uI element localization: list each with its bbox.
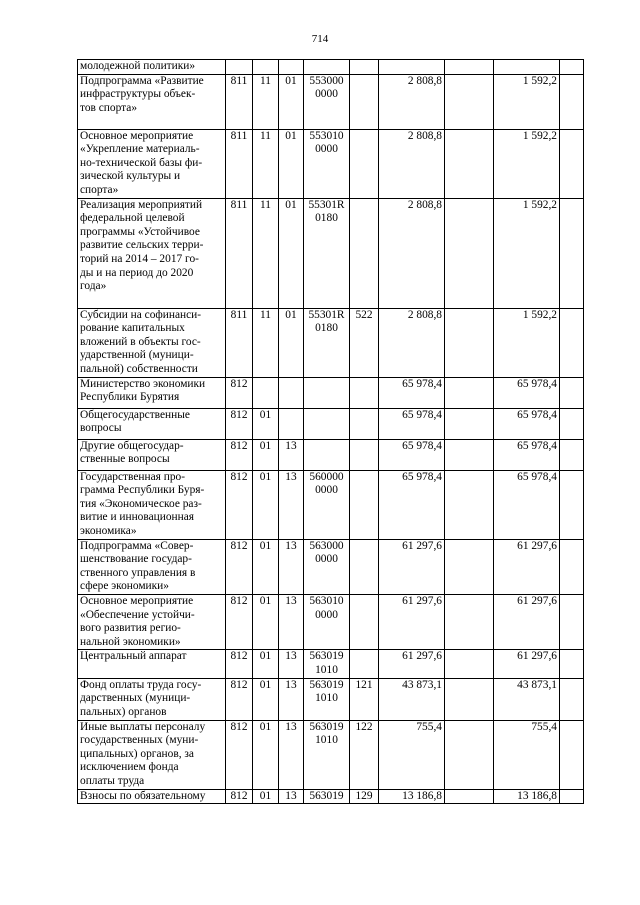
row-subsection-code: 13 — [279, 539, 304, 594]
row-name: Взносы по обязательному — [78, 789, 226, 804]
row-empty-cell — [445, 789, 494, 804]
row-sum-second: 65 978,4 — [494, 377, 560, 408]
row-name: Субсидии на софинанси- рование капитальных вложений в объекты гос- ударственной (муници- пальной) собственности — [78, 308, 226, 377]
row-expense-type — [350, 650, 379, 678]
row-name: Министерство экономики Республики Бурятия — [78, 377, 226, 408]
row-sum-second: 1 592,2 — [494, 129, 560, 198]
row-name: Реализация мероприятий федеральной целевой программы «Устойчивое развитие сельских терри- торий на 2014 – 2017 го- ды и на период до 2020 года» — [78, 198, 226, 308]
row-expense-type — [350, 439, 379, 470]
table-row — [78, 720, 584, 789]
table-body — [78, 60, 584, 804]
row-sum-total: 61 297,6 — [379, 650, 445, 678]
row-ministry-code: 811 — [226, 74, 253, 129]
table-row — [78, 439, 584, 470]
row-expense-type: 522 — [350, 308, 379, 377]
row-empty-cell — [560, 439, 584, 470]
row-section-code: 11 — [253, 129, 279, 198]
row-name: Основное мероприятие «Обеспечение устойчи- вого развития регио- нальной экономики» — [78, 594, 226, 649]
row-sum-total: 65 978,4 — [379, 377, 445, 408]
row-sum-second: 61 297,6 — [494, 539, 560, 594]
table-row — [78, 129, 584, 198]
row-empty-cell — [560, 470, 584, 539]
row-target-article: 563019 1010 — [304, 720, 350, 789]
row-ministry-code: 812 — [226, 439, 253, 470]
row-target-article: 563019 1010 — [304, 678, 350, 720]
row-sum-second: 65 978,4 — [494, 408, 560, 439]
row-section-code: 01 — [253, 439, 279, 470]
row-section-code — [253, 377, 279, 408]
row-ministry-code: 812 — [226, 678, 253, 720]
row-sum-second: 1 592,2 — [494, 198, 560, 308]
row-subsection-code — [279, 408, 304, 439]
row-ministry-code: 812 — [226, 789, 253, 804]
row-target-article: 553000 0000 — [304, 74, 350, 129]
row-empty-cell — [445, 198, 494, 308]
row-ministry-code: 811 — [226, 198, 253, 308]
row-subsection-code: 01 — [279, 129, 304, 198]
row-sum-second: 65 978,4 — [494, 470, 560, 539]
row-ministry-code: 811 — [226, 308, 253, 377]
row-expense-type — [350, 470, 379, 539]
row-subsection-code: 01 — [279, 308, 304, 377]
row-empty-cell — [445, 439, 494, 470]
row-sum-second: 65 978,4 — [494, 439, 560, 470]
row-name: Иные выплаты персоналу государственных (муни- ципальных) органов, за исключением фонда оплаты труда — [78, 720, 226, 789]
row-sum-total: 2 808,8 — [379, 129, 445, 198]
row-target-article — [304, 377, 350, 408]
row-sum-total: 65 978,4 — [379, 408, 445, 439]
row-name: Подпрограмма «Совер- шенствование государ- ственного управления в сфере экономики» — [78, 539, 226, 594]
row-subsection-code: 13 — [279, 789, 304, 804]
row-target-article: 553010 0000 — [304, 129, 350, 198]
row-subsection-code: 13 — [279, 678, 304, 720]
row-sum-total: 61 297,6 — [379, 594, 445, 649]
row-empty-cell — [445, 129, 494, 198]
row-empty-cell — [560, 198, 584, 308]
row-expense-type — [350, 74, 379, 129]
row-target-article — [304, 408, 350, 439]
row-empty-cell — [560, 594, 584, 649]
row-empty-cell — [560, 60, 584, 75]
row-subsection-code — [279, 60, 304, 75]
table-row — [78, 408, 584, 439]
row-empty-cell — [445, 539, 494, 594]
row-ministry-code — [226, 60, 253, 75]
table-row — [78, 60, 584, 75]
row-sum-total: 13 186,8 — [379, 789, 445, 804]
row-empty-cell — [560, 789, 584, 804]
row-empty-cell — [560, 408, 584, 439]
row-ministry-code: 812 — [226, 594, 253, 649]
row-name: Фонд оплаты труда госу- дарственных (муници- пальных) органов — [78, 678, 226, 720]
row-expense-type — [350, 539, 379, 594]
row-target-article — [304, 439, 350, 470]
row-target-article: 560000 0000 — [304, 470, 350, 539]
row-empty-cell — [445, 377, 494, 408]
row-sum-second: 755,4 — [494, 720, 560, 789]
row-ministry-code: 812 — [226, 539, 253, 594]
row-section-code: 01 — [253, 789, 279, 804]
row-expense-type — [350, 377, 379, 408]
row-empty-cell — [560, 539, 584, 594]
row-ministry-code: 812 — [226, 650, 253, 678]
row-sum-second: 61 297,6 — [494, 594, 560, 649]
row-empty-cell — [560, 678, 584, 720]
row-sum-total: 65 978,4 — [379, 439, 445, 470]
row-sum-second: 1 592,2 — [494, 308, 560, 377]
row-sum-total: 755,4 — [379, 720, 445, 789]
row-sum-second: 43 873,1 — [494, 678, 560, 720]
row-name: молодежной политики» — [78, 60, 226, 75]
row-expense-type — [350, 198, 379, 308]
row-subsection-code: 13 — [279, 470, 304, 539]
row-section-code: 01 — [253, 594, 279, 649]
row-sum-second: 1 592,2 — [494, 74, 560, 129]
table-row — [78, 470, 584, 539]
row-empty-cell — [445, 308, 494, 377]
row-empty-cell — [445, 650, 494, 678]
row-subsection-code: 13 — [279, 650, 304, 678]
row-empty-cell — [560, 74, 584, 129]
row-ministry-code: 812 — [226, 720, 253, 789]
row-target-article: 563019 1010 — [304, 650, 350, 678]
row-sum-total: 65 978,4 — [379, 470, 445, 539]
row-sum-total: 43 873,1 — [379, 678, 445, 720]
row-name: Другие общегосудар- ственные вопросы — [78, 439, 226, 470]
row-section-code: 01 — [253, 470, 279, 539]
table-row — [78, 789, 584, 804]
row-target-article: 563010 0000 — [304, 594, 350, 649]
row-sum-total: 2 808,8 — [379, 198, 445, 308]
row-section-code: 11 — [253, 74, 279, 129]
row-empty-cell — [560, 129, 584, 198]
row-expense-type — [350, 129, 379, 198]
table-row — [78, 539, 584, 594]
row-name: Подпрограмма «Развитие инфраструктуры объек- тов спорта» — [78, 74, 226, 129]
row-name: Государственная про- грамма Республики Буря- тия «Экономическое раз- витие и инновационная экономика» — [78, 470, 226, 539]
row-expense-type: 122 — [350, 720, 379, 789]
row-empty-cell — [445, 720, 494, 789]
table-row — [78, 198, 584, 308]
row-empty-cell — [560, 377, 584, 408]
row-sum-total: 2 808,8 — [379, 74, 445, 129]
row-empty-cell — [560, 650, 584, 678]
row-sum-second: 61 297,6 — [494, 650, 560, 678]
row-section-code: 11 — [253, 308, 279, 377]
row-expense-type: 129 — [350, 789, 379, 804]
row-section-code: 01 — [253, 678, 279, 720]
row-target-article: 563019 — [304, 789, 350, 804]
row-section-code: 01 — [253, 408, 279, 439]
row-empty-cell — [445, 60, 494, 75]
row-ministry-code: 811 — [226, 129, 253, 198]
table-row — [78, 74, 584, 129]
row-empty-cell — [445, 678, 494, 720]
row-empty-cell — [560, 308, 584, 377]
page-number: 714 — [311, 33, 329, 45]
row-target-article: 55301R 0180 — [304, 308, 350, 377]
row-target-article: 55301R 0180 — [304, 198, 350, 308]
row-empty-cell — [445, 408, 494, 439]
row-target-article: 563000 0000 — [304, 539, 350, 594]
table-row — [78, 594, 584, 649]
row-sum-second: 13 186,8 — [494, 789, 560, 804]
row-ministry-code: 812 — [226, 377, 253, 408]
row-subsection-code: 13 — [279, 594, 304, 649]
row-ministry-code: 812 — [226, 470, 253, 539]
table-row — [78, 678, 584, 720]
row-empty-cell — [445, 74, 494, 129]
row-subsection-code: 13 — [279, 439, 304, 470]
row-name: Центральный аппарат — [78, 650, 226, 678]
row-section-code: 01 — [253, 539, 279, 594]
row-ministry-code: 812 — [226, 408, 253, 439]
row-target-article — [304, 60, 350, 75]
row-name: Общегосударственные вопросы — [78, 408, 226, 439]
row-sum-total — [379, 60, 445, 75]
row-section-code: 11 — [253, 198, 279, 308]
row-subsection-code: 01 — [279, 74, 304, 129]
row-expense-type: 121 — [350, 678, 379, 720]
row-expense-type — [350, 60, 379, 75]
row-expense-type — [350, 594, 379, 649]
row-section-code: 01 — [253, 720, 279, 789]
row-section-code: 01 — [253, 650, 279, 678]
row-sum-total: 2 808,8 — [379, 308, 445, 377]
row-expense-type — [350, 408, 379, 439]
row-subsection-code: 01 — [279, 198, 304, 308]
table-row — [78, 308, 584, 377]
budget-table — [77, 59, 584, 804]
row-empty-cell — [445, 594, 494, 649]
row-section-code — [253, 60, 279, 75]
row-subsection-code — [279, 377, 304, 408]
table-row — [78, 650, 584, 678]
row-sum-total: 61 297,6 — [379, 539, 445, 594]
row-name: Основное мероприятие «Укрепление материаль- но-технической базы фи- зической культуры и спорта» — [78, 129, 226, 198]
row-empty-cell — [445, 470, 494, 539]
table-row — [78, 377, 584, 408]
row-sum-second — [494, 60, 560, 75]
row-subsection-code: 13 — [279, 720, 304, 789]
row-empty-cell — [560, 720, 584, 789]
